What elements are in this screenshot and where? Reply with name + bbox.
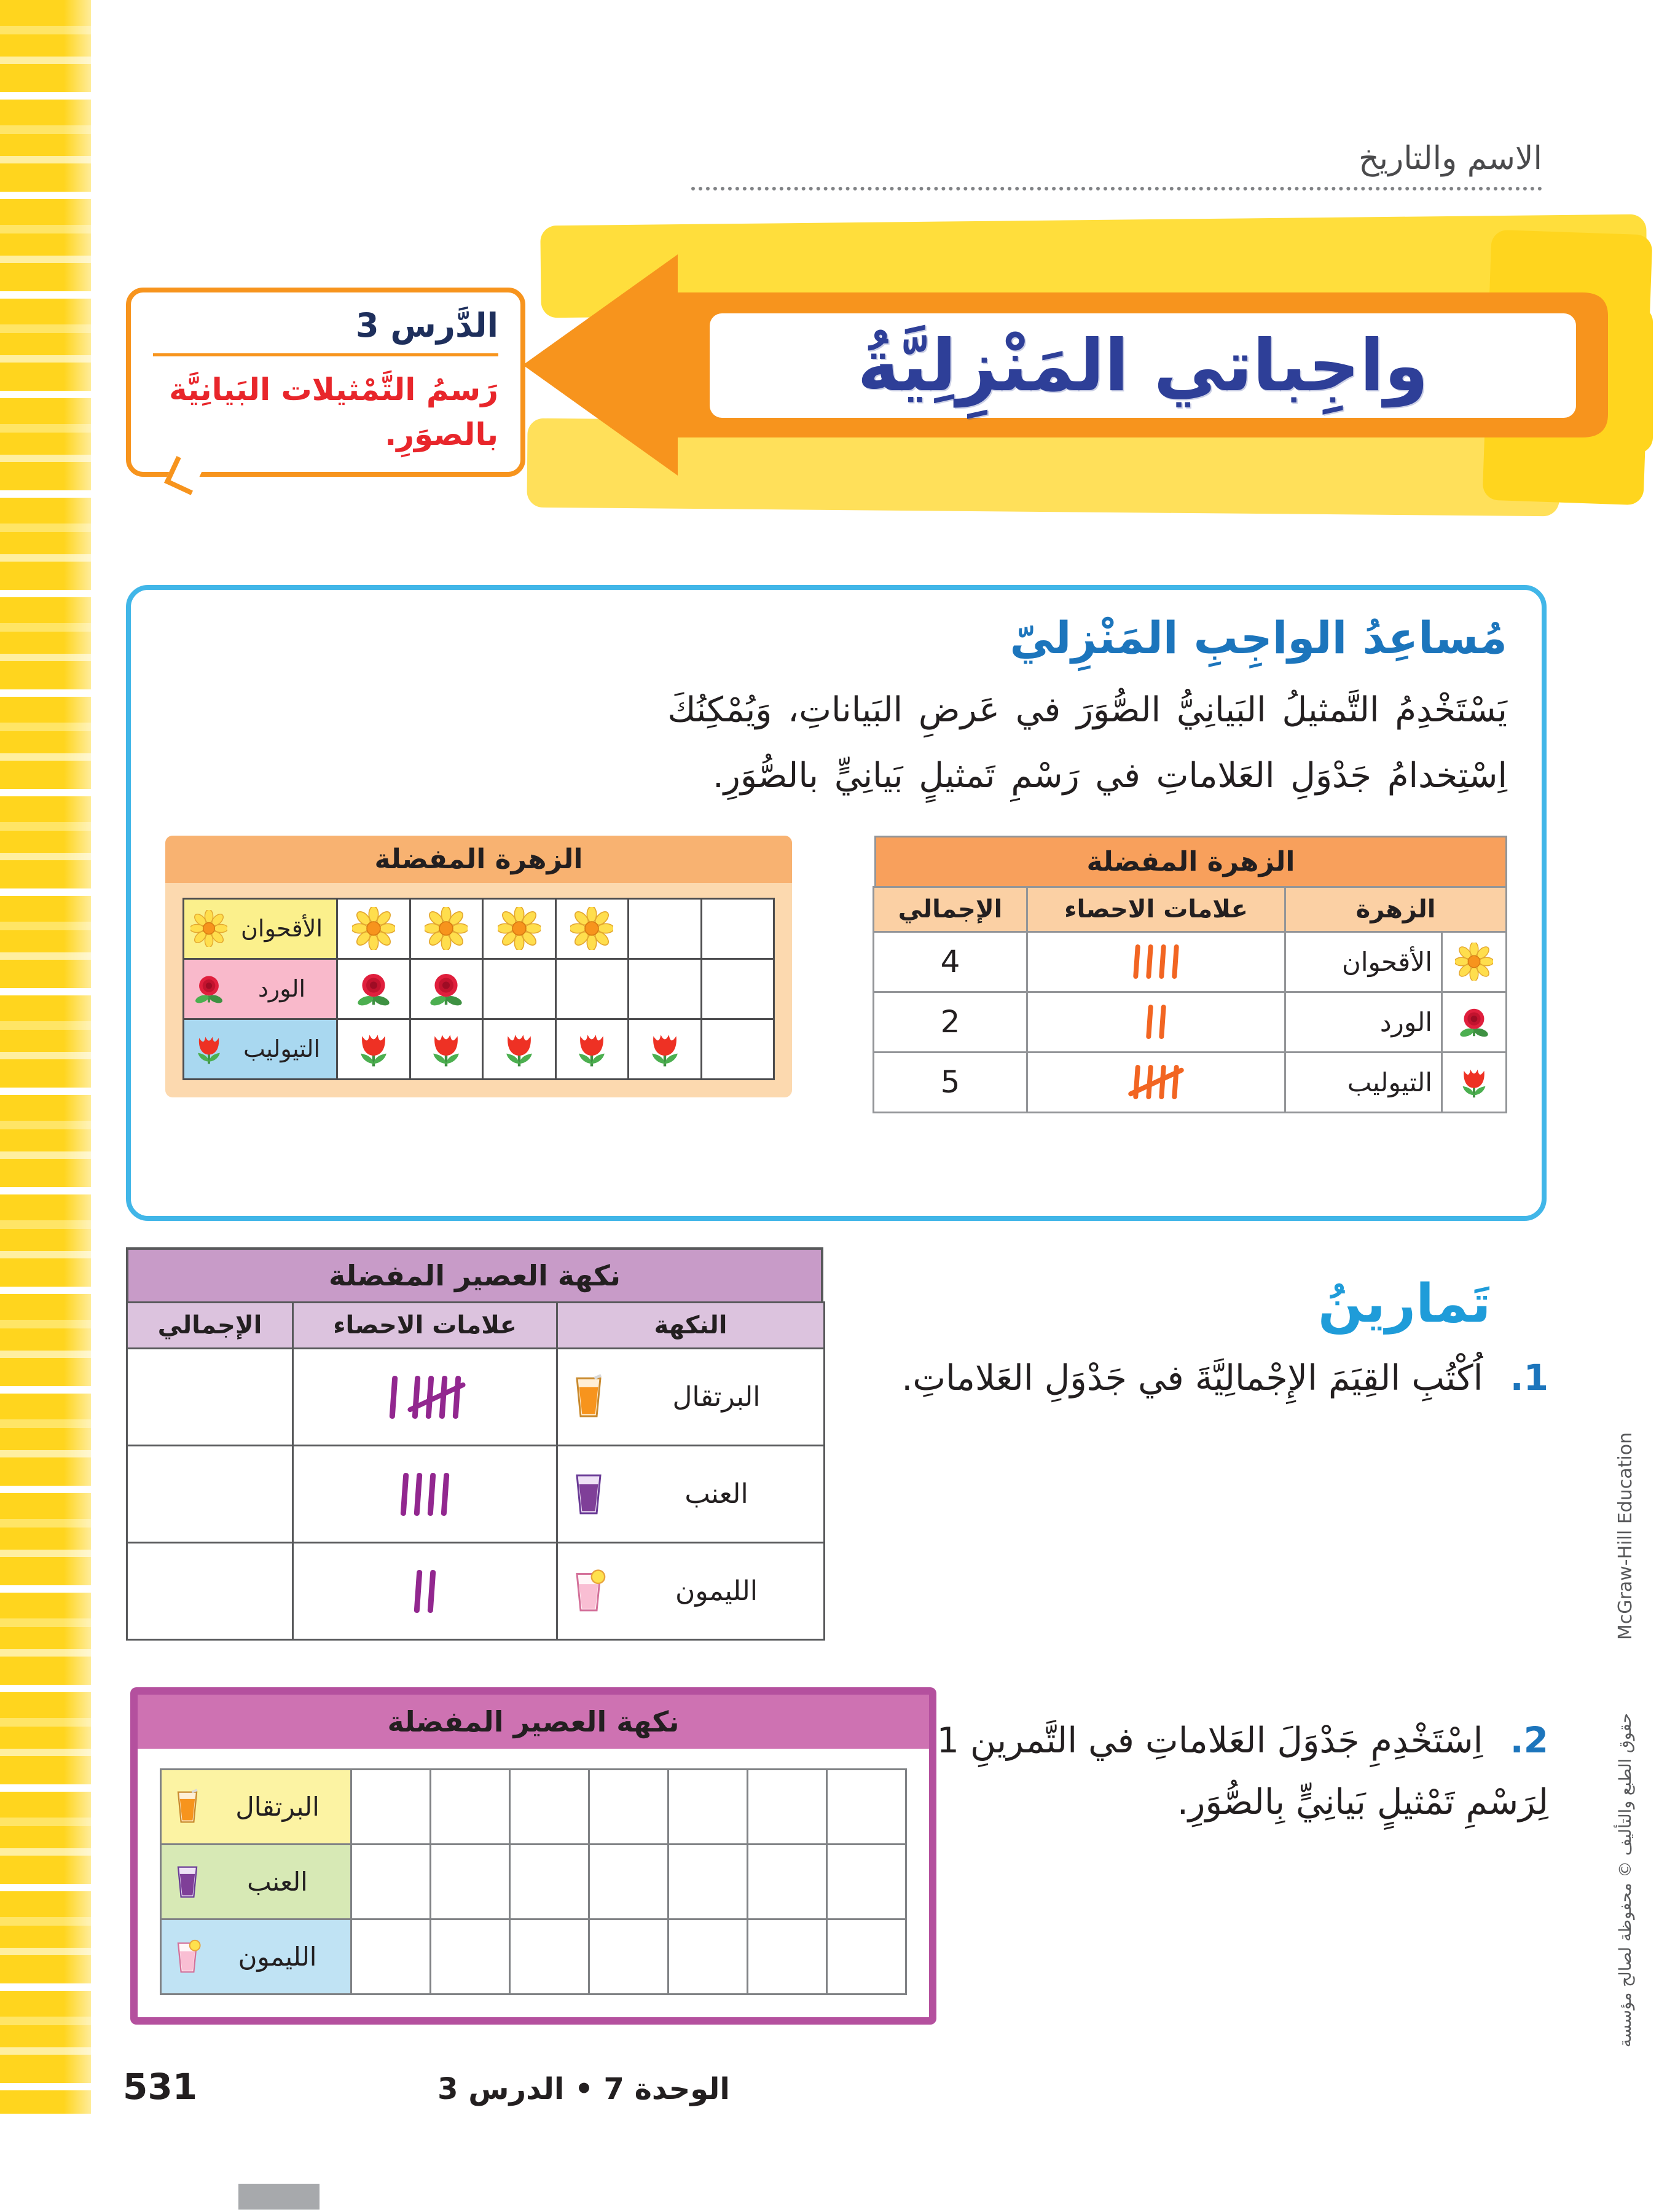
empty-pictograph-cell[interactable] [748, 1920, 827, 1994]
flavor-name: العنب [684, 1478, 748, 1510]
daisy-icon [425, 907, 468, 950]
col-header-tally: علامات الاحصاء [293, 1303, 557, 1349]
exercise-1-instruction: اُكْتُبِ القِيَمَ الإِجْمالِيَّةَ في جَدْوَلِ العَلاماتِ. [901, 1358, 1483, 1398]
rose-icon [352, 967, 395, 1010]
flower-pictograph [165, 836, 792, 1097]
tally-table-title: الزهرة المفضلة [874, 836, 1507, 886]
col-header-total: الإجمالي [127, 1303, 293, 1349]
flower-icon-cell [1442, 992, 1507, 1052]
total-answer-cell[interactable] [127, 1349, 293, 1446]
rose-icon [425, 967, 468, 1010]
row-label-cell [161, 1920, 351, 1994]
rose-icon [190, 970, 227, 1007]
row-label: الورد [257, 975, 306, 1003]
tally-mark [425, 1375, 434, 1418]
publisher-brand: McGraw-Hill Education [1615, 1432, 1636, 1641]
col-header-flavor: النكهة [557, 1303, 825, 1349]
tally-mark [1159, 1065, 1166, 1099]
empty-pictograph-cell[interactable] [589, 1920, 669, 1994]
tally-group [1147, 1005, 1165, 1039]
daisy-pictograph-cell [483, 898, 556, 959]
tulip-pictograph-cell [555, 1019, 629, 1079]
row-label: التيوليب [243, 1035, 321, 1063]
tally-mark [414, 1472, 423, 1515]
tulip-pictograph-cell [410, 1019, 483, 1079]
lesson-objective: رَسمُ التَّمْثيلات البَيانِيَّة بالصوَرِ. [169, 372, 498, 452]
lesson-number-label: الدَّرس 3 [153, 306, 498, 356]
tally-marks [1028, 1065, 1284, 1099]
empty-pictograph-cell[interactable] [351, 1920, 431, 1994]
orange-juice-icon [565, 1374, 612, 1421]
col-header-tally: علامات الاحصاء [1027, 887, 1285, 931]
tally-group [415, 1570, 434, 1613]
copyright-notice: حقوق الطبع والتأليف © محفوظة لصالح مؤسسة [1616, 1712, 1635, 2048]
tally-cell [1027, 931, 1285, 992]
empty-pictograph-cell [629, 959, 702, 1019]
table-row [874, 1052, 1507, 1112]
tally-group [391, 1376, 396, 1419]
empty-pictograph-cell [701, 1019, 774, 1079]
row-label-cell [184, 1019, 337, 1079]
empty-pictograph-cell[interactable] [748, 1845, 827, 1920]
exercise-2-instruction: اِسْتَخْدِمِ جَدْوَلَ العَلاماتِ في التَّمرينِ 1 لِرَسْمِ تَمْثيلٍ بَيانِيٍّ بِالصُّوَرِ. [936, 1720, 1548, 1822]
tulip-icon [498, 1027, 541, 1070]
tulip-pictograph-cell [483, 1019, 556, 1079]
flower-name: التيوليب [1285, 1052, 1442, 1112]
helper-tables-row [165, 836, 1507, 1113]
tulip-pictograph-cell [337, 1019, 410, 1079]
tulip-icon [1455, 1063, 1493, 1101]
title-arrow-banner [519, 245, 1613, 485]
exercises-heading: تَمارينُ [1318, 1273, 1491, 1335]
name-date-label: الاسم والتاريخ [1359, 140, 1542, 177]
flavor-name: البرتقال [672, 1381, 761, 1413]
empty-pictograph-cell[interactable] [827, 1770, 906, 1845]
tally-mark [1133, 1065, 1140, 1099]
empty-pictograph-cell[interactable] [510, 1920, 589, 1994]
col-header-flower: الزهرة [1285, 887, 1507, 931]
empty-pictograph-cell [629, 898, 702, 959]
tally-mark [389, 1375, 398, 1418]
table-row [874, 931, 1507, 992]
page-title: واجِباتي المَنْزِلِيَّةُ [857, 324, 1429, 407]
daisy-icon [498, 907, 541, 950]
table-row [127, 1349, 825, 1446]
tally-mark [428, 1569, 436, 1612]
empty-pictograph-cell[interactable] [510, 1770, 589, 1845]
tally-table [873, 886, 1507, 1113]
page-number: 531 [123, 2066, 198, 2108]
row-label-cell [184, 959, 337, 1019]
flavor-cell [557, 1349, 825, 1446]
row-label-cell [161, 1770, 351, 1845]
footer-unit-lesson: الوحدة 7 • الدرس 3 [437, 2072, 730, 2106]
tulip-icon [425, 1027, 468, 1070]
lemonade-icon [169, 1939, 206, 1975]
tulip-icon [190, 1030, 227, 1067]
daisy-icon [570, 907, 613, 950]
tally-mark [1159, 944, 1166, 979]
table-row [127, 1446, 825, 1543]
empty-pictograph-cell[interactable] [589, 1845, 669, 1920]
tally-mark [452, 1375, 461, 1418]
empty-pictograph-cell[interactable] [669, 1845, 748, 1920]
rose-icon [1455, 1003, 1493, 1041]
grape-juice-icon [169, 1864, 206, 1900]
tally-cell [293, 1349, 557, 1446]
tally-cell [1027, 1052, 1285, 1112]
empty-pictograph-cell[interactable] [510, 1845, 589, 1920]
rose-pictograph-cell [337, 959, 410, 1019]
tally-mark [1146, 944, 1153, 979]
orange-juice-icon [169, 1789, 206, 1826]
tally-marks [294, 1473, 556, 1516]
exercise-2-text [879, 1709, 1548, 1834]
print-mark [238, 2184, 320, 2210]
tally-group [414, 1376, 460, 1419]
pictograph-row [184, 959, 774, 1019]
daisy-icon [190, 910, 227, 947]
tally-marks [1028, 1005, 1284, 1039]
tally-mark [439, 1375, 447, 1418]
tally-cell [293, 1446, 557, 1543]
tally-mark [1159, 1005, 1166, 1039]
tally-mark [428, 1472, 436, 1515]
empty-pictograph-cell[interactable] [351, 1770, 431, 1845]
total-answer-cell[interactable] [127, 1543, 293, 1640]
homework-helper-box [126, 585, 1547, 1221]
empty-pictograph-cell[interactable] [669, 1920, 748, 1994]
total-value: 5 [874, 1052, 1027, 1112]
flower-icon-cell [1442, 931, 1507, 992]
helper-body-line2: اِسْتِخدامُ جَدْوَلِ العَلاماتِ في رَسْمِ تَمثيلٍ بَيانِيٍّ بالصُّوَرِ. [712, 755, 1507, 796]
helper-heading: مُساعِدُ الواجِبِ المَنْزِليّ [1010, 612, 1507, 664]
tally-mark [1172, 1065, 1179, 1099]
pictograph-row [184, 898, 774, 959]
tulip-icon [570, 1027, 613, 1070]
pictograph-row [184, 1019, 774, 1079]
row-label-cell [161, 1845, 351, 1920]
pictograph-row [161, 1770, 906, 1845]
row-label: البرتقال [235, 1792, 320, 1822]
juice-tally-title: نكهة العصير المفضلة [126, 1247, 823, 1301]
flower-tally-table [874, 836, 1507, 1113]
daisy-icon [352, 907, 395, 950]
tally-mark [414, 1569, 423, 1612]
daisy-pictograph-cell [410, 898, 483, 959]
tally-mark [1146, 1005, 1153, 1039]
juice-tally-table [126, 1247, 823, 1641]
table-row [874, 992, 1507, 1052]
empty-pictograph-cell[interactable] [827, 1920, 906, 1994]
flower-icon-cell [1442, 1052, 1507, 1112]
rose-pictograph-cell [410, 959, 483, 1019]
daisy-pictograph-cell [337, 898, 410, 959]
col-header-total: الإجمالي [874, 887, 1027, 931]
tulip-pictograph-cell [629, 1019, 702, 1079]
juice-pictograph-answer [130, 1687, 936, 2025]
flower-name: الأقحوان [1285, 931, 1442, 992]
daisy-icon [1455, 943, 1493, 981]
tally-marks [294, 1570, 556, 1613]
total-value: 4 [874, 931, 1027, 992]
tally-mark [401, 1472, 409, 1515]
juice-pictograph-title: نكهة العصير المفضلة [138, 1695, 929, 1749]
tally-cell [1027, 992, 1285, 1052]
tally-header-row [127, 1303, 825, 1349]
answer-grid [160, 1768, 907, 1995]
grape-juice-icon [565, 1471, 612, 1518]
lesson-callout [126, 288, 525, 477]
empty-pictograph-cell[interactable] [431, 1770, 510, 1845]
tally-group [1134, 944, 1178, 979]
flavor-cell [557, 1446, 825, 1543]
tally-mark [412, 1375, 420, 1418]
exercise-1-number: 1. [1510, 1357, 1548, 1398]
empty-pictograph-cell[interactable] [431, 1845, 510, 1920]
tally-group [402, 1473, 448, 1516]
empty-pictograph-cell [701, 898, 774, 959]
tulip-icon [643, 1027, 686, 1070]
flavor-name: الليمون [675, 1575, 758, 1607]
tally-cell [293, 1543, 557, 1640]
pictograph-grid [182, 898, 775, 1080]
flavor-cell [557, 1543, 825, 1640]
empty-pictograph-cell[interactable] [589, 1770, 669, 1845]
empty-pictograph-cell[interactable] [827, 1845, 906, 1920]
empty-pictograph-cell[interactable] [669, 1770, 748, 1845]
name-date-line[interactable] [691, 140, 1542, 190]
tally-mark [1172, 944, 1179, 979]
pictograph-row [161, 1845, 906, 1920]
juice-tally-grid [126, 1301, 825, 1641]
row-label: الأقحوان [240, 915, 323, 943]
table-row [127, 1543, 825, 1640]
empty-pictograph-cell [701, 959, 774, 1019]
tally-mark [441, 1472, 450, 1515]
empty-pictograph-cell[interactable] [351, 1845, 431, 1920]
total-value: 2 [874, 992, 1027, 1052]
exercise-1-text [879, 1347, 1548, 1410]
speech-bubble-tail [164, 456, 203, 495]
exercise-2-number: 2. [1510, 1719, 1548, 1761]
empty-pictograph-cell [483, 959, 556, 1019]
empty-pictograph-cell[interactable] [748, 1770, 827, 1845]
total-answer-cell[interactable] [127, 1446, 293, 1543]
flower-name: الورد [1285, 992, 1442, 1052]
pictograph-title: الزهرة المفضلة [165, 836, 792, 883]
crayon-highlight-band [0, 0, 91, 2114]
tally-mark [1133, 944, 1140, 979]
empty-pictograph-cell [555, 959, 629, 1019]
tulip-icon [352, 1027, 395, 1070]
empty-pictograph-cell[interactable] [431, 1920, 510, 1994]
row-label: العنب [247, 1867, 308, 1897]
lemonade-icon [565, 1568, 612, 1615]
tally-marks [294, 1376, 556, 1419]
tally-group [1134, 1065, 1178, 1099]
tally-mark [1146, 1065, 1153, 1099]
daisy-pictograph-cell [555, 898, 629, 959]
row-label: الليمون [238, 1942, 317, 1972]
tally-header-row [874, 887, 1507, 931]
row-label-cell [184, 898, 337, 959]
pictograph-row [161, 1920, 906, 1994]
helper-body-line1: يَسْتَخْدِمُ التَّمثيلُ البَيانِيُّ الصُّوَرَ في عَرضِ البَياناتِ، وَيُمْكِنُكَ [667, 690, 1507, 730]
tally-marks [1028, 944, 1284, 979]
